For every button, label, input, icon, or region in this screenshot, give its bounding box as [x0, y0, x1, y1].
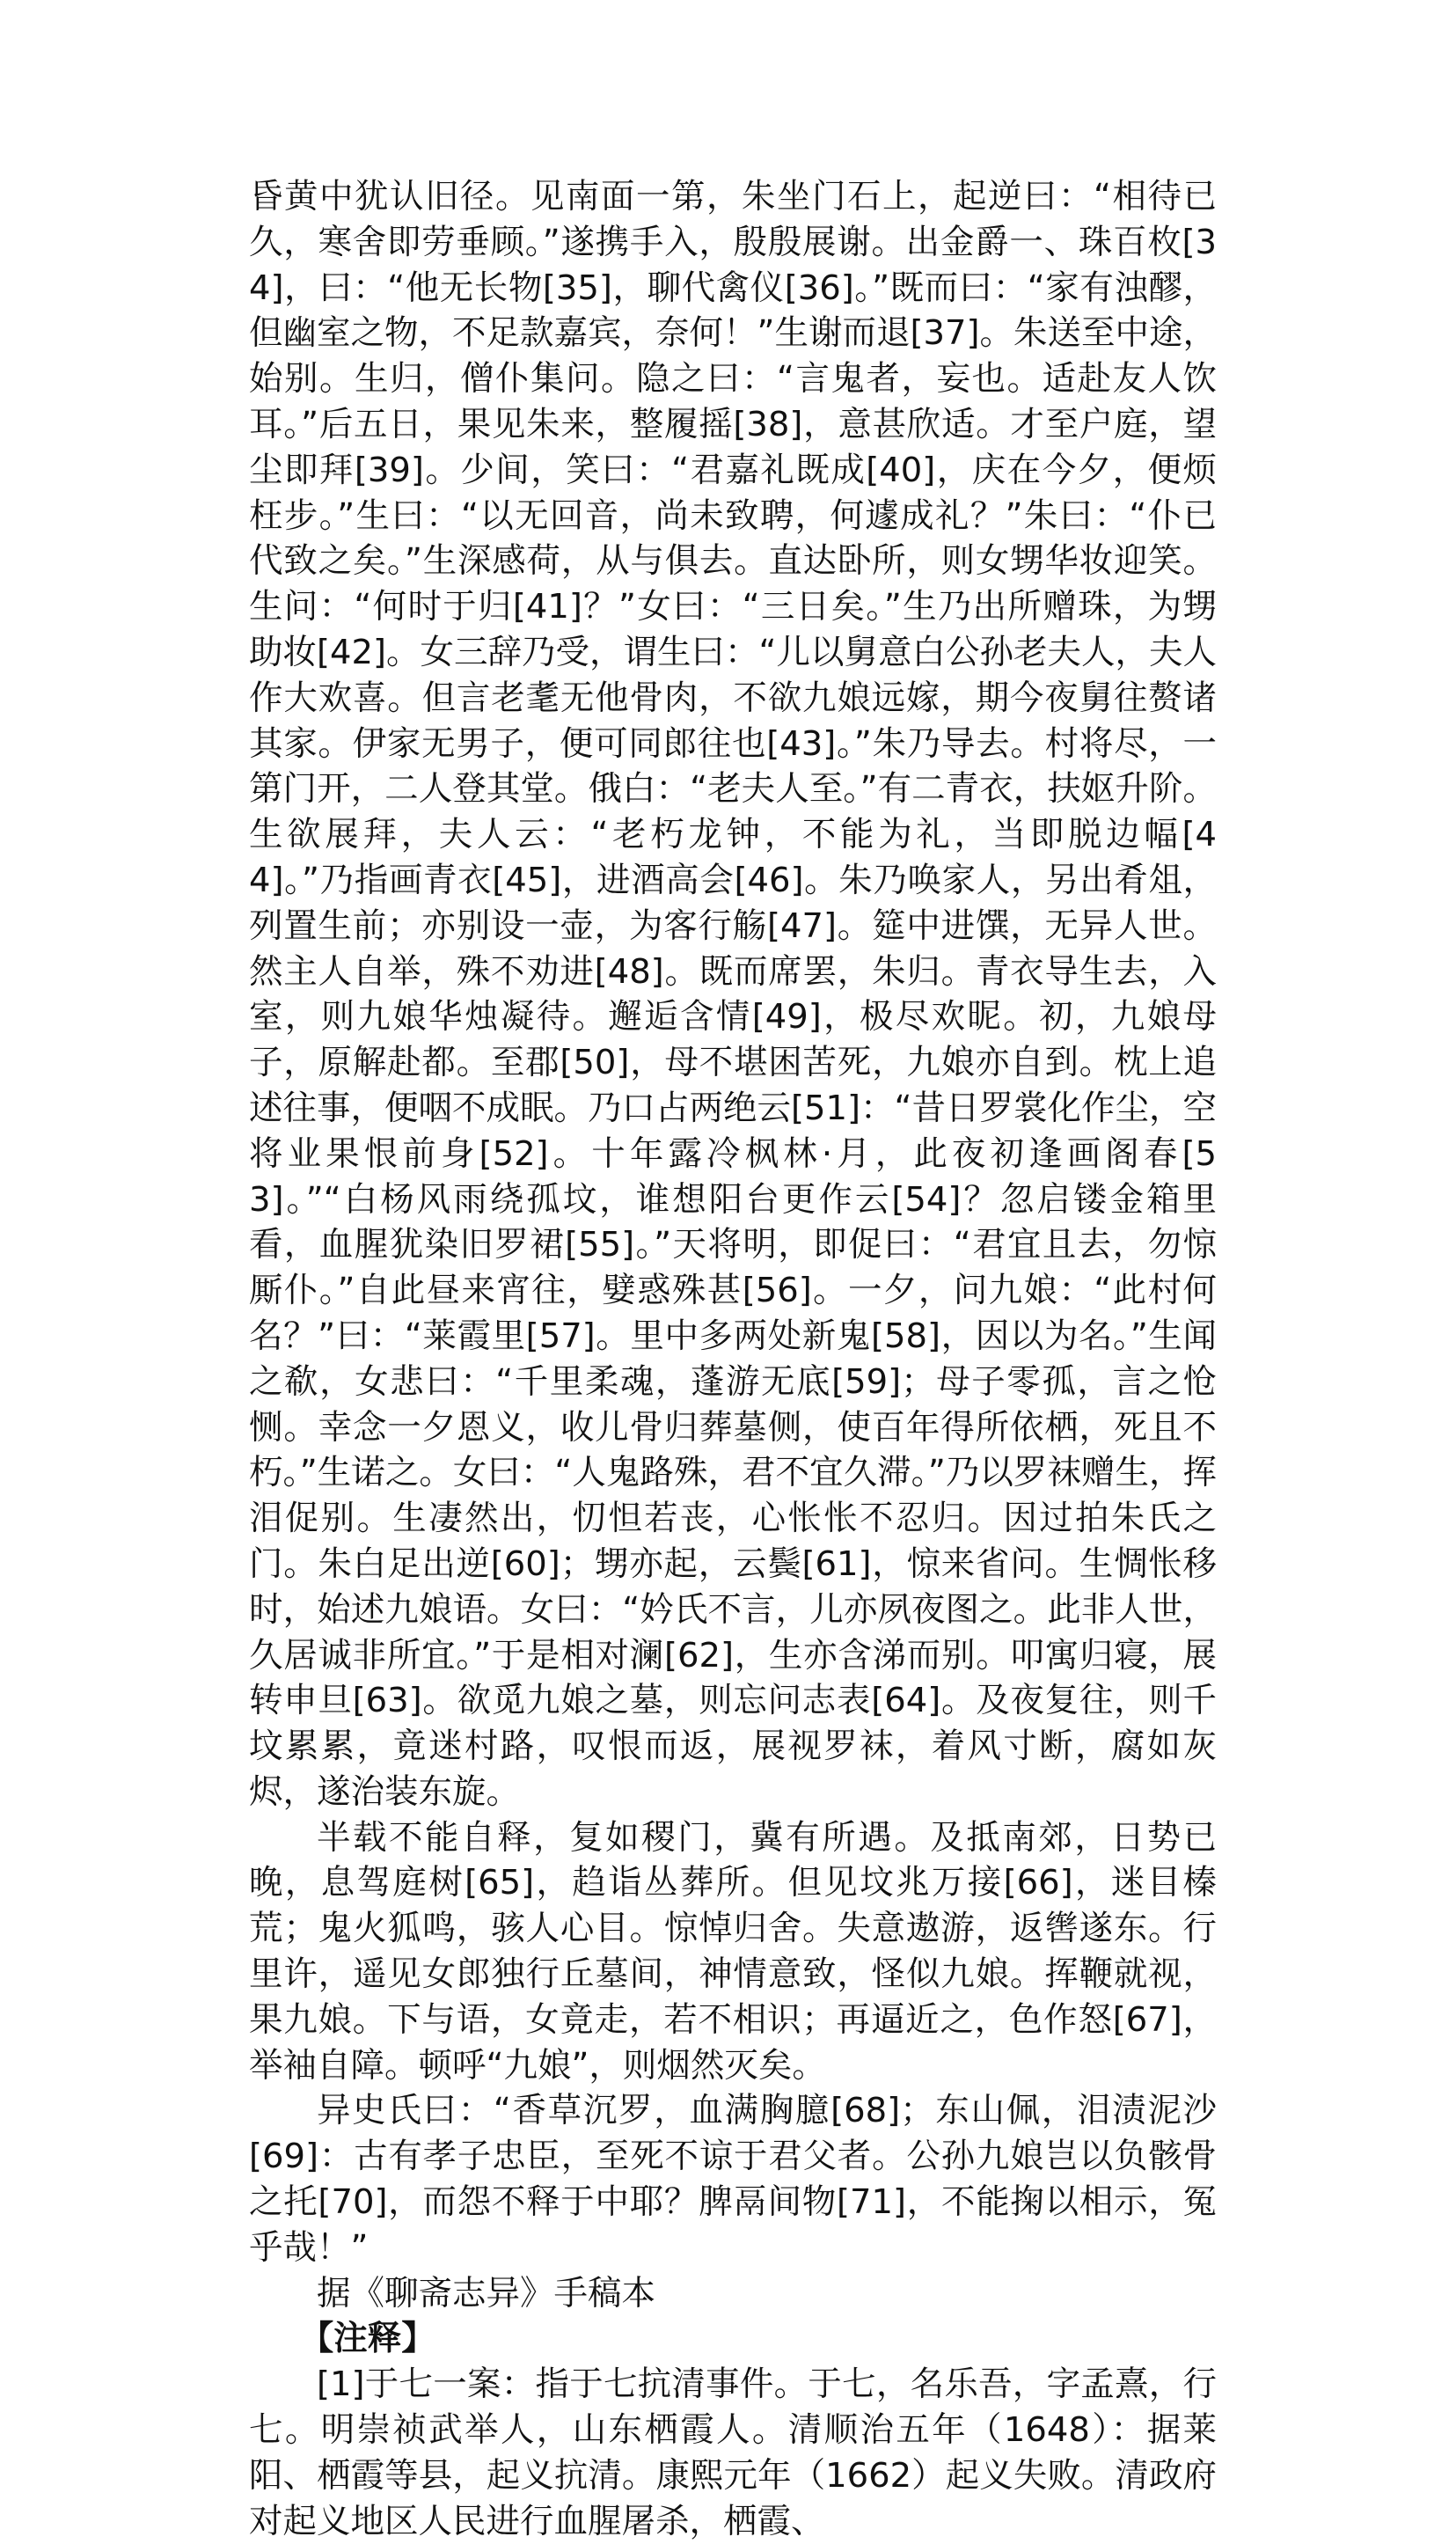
- document-page: [249, 174, 1217, 2544]
- notes-heading: 【注释】: [299, 2319, 435, 2359]
- commentary-paragraph: 异史氏曰：“香草沉罗，血满胸臆[68]；东山佩，泪渍泥沙[69]：古有孝子忠臣，至死不谅于君父者。公孙九娘岂以负骸骨之托[70]，而怨不释于中耶？脾鬲间物[71]，不能掬以相示，冤乎哉！”: [249, 2091, 1217, 2268]
- story-paragraph-1: 昏黄中犹认旧径。见南面一第，朱坐门石上，起逆曰：“相待已久，寒舍即劳垂顾。”遂携手入，殷殷展谢。出金爵一、珠百枚[34]，曰：“他无长物[35]，聊代禽仪[36]。”既而曰：“家有浊醪，但幽室之物，不足款嘉宾，奈何！”生谢而退[37]。朱送至中途，始别。生归，僧仆集问。隐之曰：“言鬼者，妄也。适赴友人饮耳。”后五日，果见朱来，整履摇[38]，意甚欣适。才至户庭，望尘即拜[39]。少间，笑曰：“君嘉礼既成[40]，庆在今夕，便烦枉步。”生曰：“以无回音，尚未致聘，何遽成礼？”朱曰：“仆已代致之矣。”生深感荷，从与俱去。直达卧所，则女甥华妆迎笑。生问：“何时于归[41]？”女曰：“三日矣。”生乃出所赠珠，为甥助妆[42]。女三辞乃受，谓生曰：“儿以舅意白公孙老夫人，夫人作大欢喜。但言老耄无他骨肉，不欲九娘远嫁，期今夜舅往赘诸其家。伊家无男子，便可同郎往也[43]。”朱乃导去。村将尽，一第门开，二人登其堂。俄白：“老夫人至。”有二青衣，扶妪升阶。生欲展拜，夫人云：“老朽龙钟，不能为礼，当即脱边幅[44]。”乃指画青衣[45]，进酒高会[46]。朱乃唤家人，另出肴俎，列置生前；亦别设一壶，为客行觞[47]。筵中进馔，无异人世。然主人自举，殊不劝进[48]。既而席罢，朱归。青衣导生去，入室，则九娘华烛凝待。邂逅含情[49]，极尽欢昵。初，九娘母子，原解赴都。至郡[50]，母不堪困苦死，九娘亦自到。枕上追述往事，便咽不成眠。乃口占两绝云[51]：“昔日罗裳化作尘，空将业果恨前身[52]。十年露冷枫林·月，此夜初逢画阁春[53]。”“白杨风雨绕孤坟，谁想阳台更作云[54]？忽启镂金箱里看，血腥犹染旧罗裙[55]。”天将明，即促曰：“君宜且去，勿惊厮仆。”自此昼来宵往，嬖惑殊甚[56]。一夕，问九娘：“此村何名？”曰：“莱霞里[57]。里中多两处新鬼[58]，因以为名。”生闻之欷，女悲曰：“千里柔魂，蓬游无底[59]；母子零孤，言之怆恻。幸念一夕恩义，收儿骨归葬墓侧，使百年得所依栖，死且不朽。”生诺之。女曰：“人鬼路殊，君不宜久滞。”乃以罗袜赠生，挥泪促别。生凄然出，忉怛若丧，心怅怅不忍归。因过拍朱氏之门。朱白足出逆[60]；甥亦起，云鬓[61]，惊来省问。生惆怅移时，始述九娘语。女曰：“妗氏不言，儿亦夙夜图之。此非人世，久居诚非所宜。”于是相对澜[62]，生亦含涕而别。叩寓归寝，展转申旦[63]。欲觅九娘之墓，则忘问志表[64]。及夜复往，则千坟累累，竟迷村路，叹恨而返，展视罗袜，着风寸断，腐如灰烬，遂治装东旋。: [249, 177, 1217, 1812]
- footnote-1: [1]于七一案：指于七抗清事件。于七，名乐吾，字孟熹，行七。明崇祯武举人，山东栖霞人。清顺治五年（1648）：据莱阳、栖霞等县，起义抗清。康熙元年（1662）起义失败。清政府对起义地区人民进行血腥屠杀，栖霞、: [249, 2364, 1217, 2541]
- story-paragraph-2: 半载不能自释，复如稷门，冀有所遇。及抵南郊，日势已晚，息驾庭树[65]，趋诣丛葬所。但见坟兆万接[66]，迷目榛荒；鬼火狐鸣，骇人心目。惊悼归舍。失意遨游，返辔遂东。行里许，遥见女郎独行丘墓间，神情意致，怪似九娘。挥鞭就视，果九娘。下与语，女竟走，若不相识；再逼近之，色作怒[67]，举袖自障。顿呼“九娘”，则烟然灭矣。: [249, 1817, 1217, 2086]
- source-note: 据《聊斋志异》手稿本: [317, 2273, 656, 2313]
